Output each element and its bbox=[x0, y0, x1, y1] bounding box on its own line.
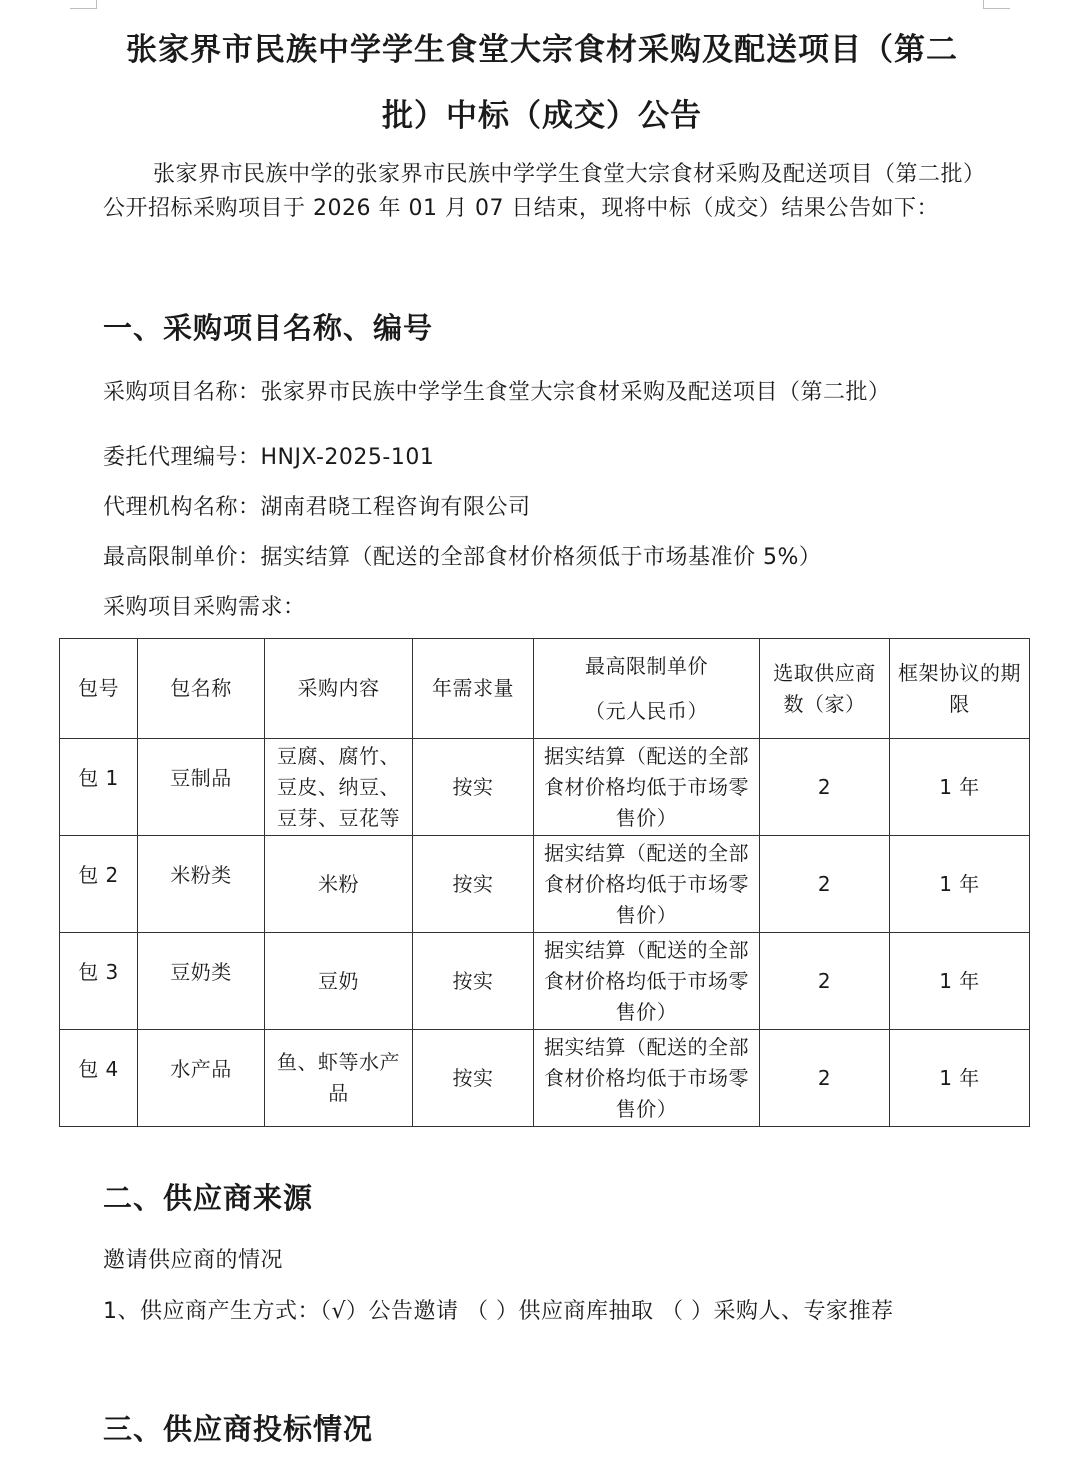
page-corner-mark-right bbox=[983, 0, 1010, 9]
cell-demand: 按实 bbox=[413, 1030, 534, 1127]
cell-package-name: 米粉类 bbox=[138, 836, 265, 933]
cell-package-name: 水产品 bbox=[138, 1030, 265, 1127]
table-row bbox=[60, 933, 1030, 1030]
cell-package-no: 包 3 bbox=[60, 933, 138, 1030]
header-package-name: 包名称 bbox=[138, 639, 265, 739]
table-header-row bbox=[60, 639, 1030, 739]
cell-package-no: 包 4 bbox=[60, 1030, 138, 1127]
project-name-line: 采购项目名称：张家界市民族中学学生食堂大宗食材采购及配送项目（第二批） bbox=[103, 380, 891, 405]
cell-content: 米粉 bbox=[265, 836, 413, 933]
cell-supplier-count: 2 bbox=[760, 739, 890, 836]
max-price-line: 最高限制单价：据实结算（配送的全部食材价格须低于市场基准价 5%） bbox=[103, 545, 822, 570]
cell-demand: 按实 bbox=[413, 933, 534, 1030]
cell-package-no: 包 1 bbox=[60, 739, 138, 836]
section-3-heading: 三、供应商投标情况 bbox=[103, 1412, 374, 1446]
header-max-price bbox=[534, 639, 760, 739]
cell-content: 豆奶 bbox=[265, 933, 413, 1030]
cell-demand: 按实 bbox=[413, 739, 534, 836]
intro-paragraph: 张家界市民族中学的张家界市民族中学学生食堂大宗食材采购及配送项目（第二批）公开招标采购项目于 2026 年 01 月 07 日结束，现将中标（成交）结果公告如下： bbox=[103, 162, 986, 221]
header-package-no: 包号 bbox=[60, 639, 138, 739]
cell-term: 1 年 bbox=[890, 739, 1030, 836]
cell-price: 据实结算（配送的全部食材价格均低于市场零售价） bbox=[534, 933, 760, 1030]
supplier-method-line: 1、供应商产生方式：（√）公告邀请 （ ）供应商库抽取 （ ）采购人、专家推荐 bbox=[103, 1299, 894, 1324]
header-max-price-line-2: （元人民币） bbox=[585, 698, 708, 723]
page-corner-mark-left bbox=[70, 0, 97, 9]
table-row bbox=[60, 836, 1030, 933]
cell-package-no: 包 2 bbox=[60, 836, 138, 933]
requirements-table bbox=[59, 638, 1030, 1127]
table-row bbox=[60, 1030, 1030, 1127]
cell-supplier-count: 2 bbox=[760, 933, 890, 1030]
cell-content: 豆腐、腐竹、豆皮、纳豆、豆芽、豆花等 bbox=[265, 739, 413, 836]
section-2-heading: 二、供应商来源 bbox=[103, 1181, 314, 1215]
cell-supplier-count: 2 bbox=[760, 1030, 890, 1127]
cell-term: 1 年 bbox=[890, 933, 1030, 1030]
requirements-label: 采购项目采购需求： bbox=[103, 595, 306, 620]
cell-term: 1 年 bbox=[890, 836, 1030, 933]
agency-code-line: 委托代理编号：HNJX-2025-101 bbox=[103, 445, 435, 470]
cell-package-name: 豆奶类 bbox=[138, 933, 265, 1030]
section-1-heading: 一、采购项目名称、编号 bbox=[103, 311, 434, 345]
agency-name-line: 代理机构名称：湖南君晓工程咨询有限公司 bbox=[103, 495, 531, 520]
header-term: 框架协议的期限 bbox=[890, 639, 1030, 739]
cell-term: 1 年 bbox=[890, 1030, 1030, 1127]
requirements-table-wrapper bbox=[59, 638, 1029, 1127]
cell-price: 据实结算（配送的全部食材价格均低于市场零售价） bbox=[534, 1030, 760, 1127]
cell-price: 据实结算（配送的全部食材价格均低于市场零售价） bbox=[534, 739, 760, 836]
invite-suppliers-line: 邀请供应商的情况 bbox=[103, 1248, 284, 1273]
header-content: 采购内容 bbox=[265, 639, 413, 739]
document-title-line-2: 批）中标（成交）公告 bbox=[382, 98, 702, 134]
cell-demand: 按实 bbox=[413, 836, 534, 933]
document-title-line-1: 张家界市民族中学学生食堂大宗食材采购及配送项目（第二 bbox=[126, 32, 958, 68]
header-max-price-line-1: 最高限制单价 bbox=[585, 653, 708, 678]
cell-supplier-count: 2 bbox=[760, 836, 890, 933]
cell-price: 据实结算（配送的全部食材价格均低于市场零售价） bbox=[534, 836, 760, 933]
cell-package-name: 豆制品 bbox=[138, 739, 265, 836]
cell-content: 鱼、虾等水产品 bbox=[265, 1030, 413, 1127]
header-supplier-count: 选取供应商数（家） bbox=[760, 639, 890, 739]
header-annual-demand: 年需求量 bbox=[413, 639, 534, 739]
table-row bbox=[60, 739, 1030, 836]
